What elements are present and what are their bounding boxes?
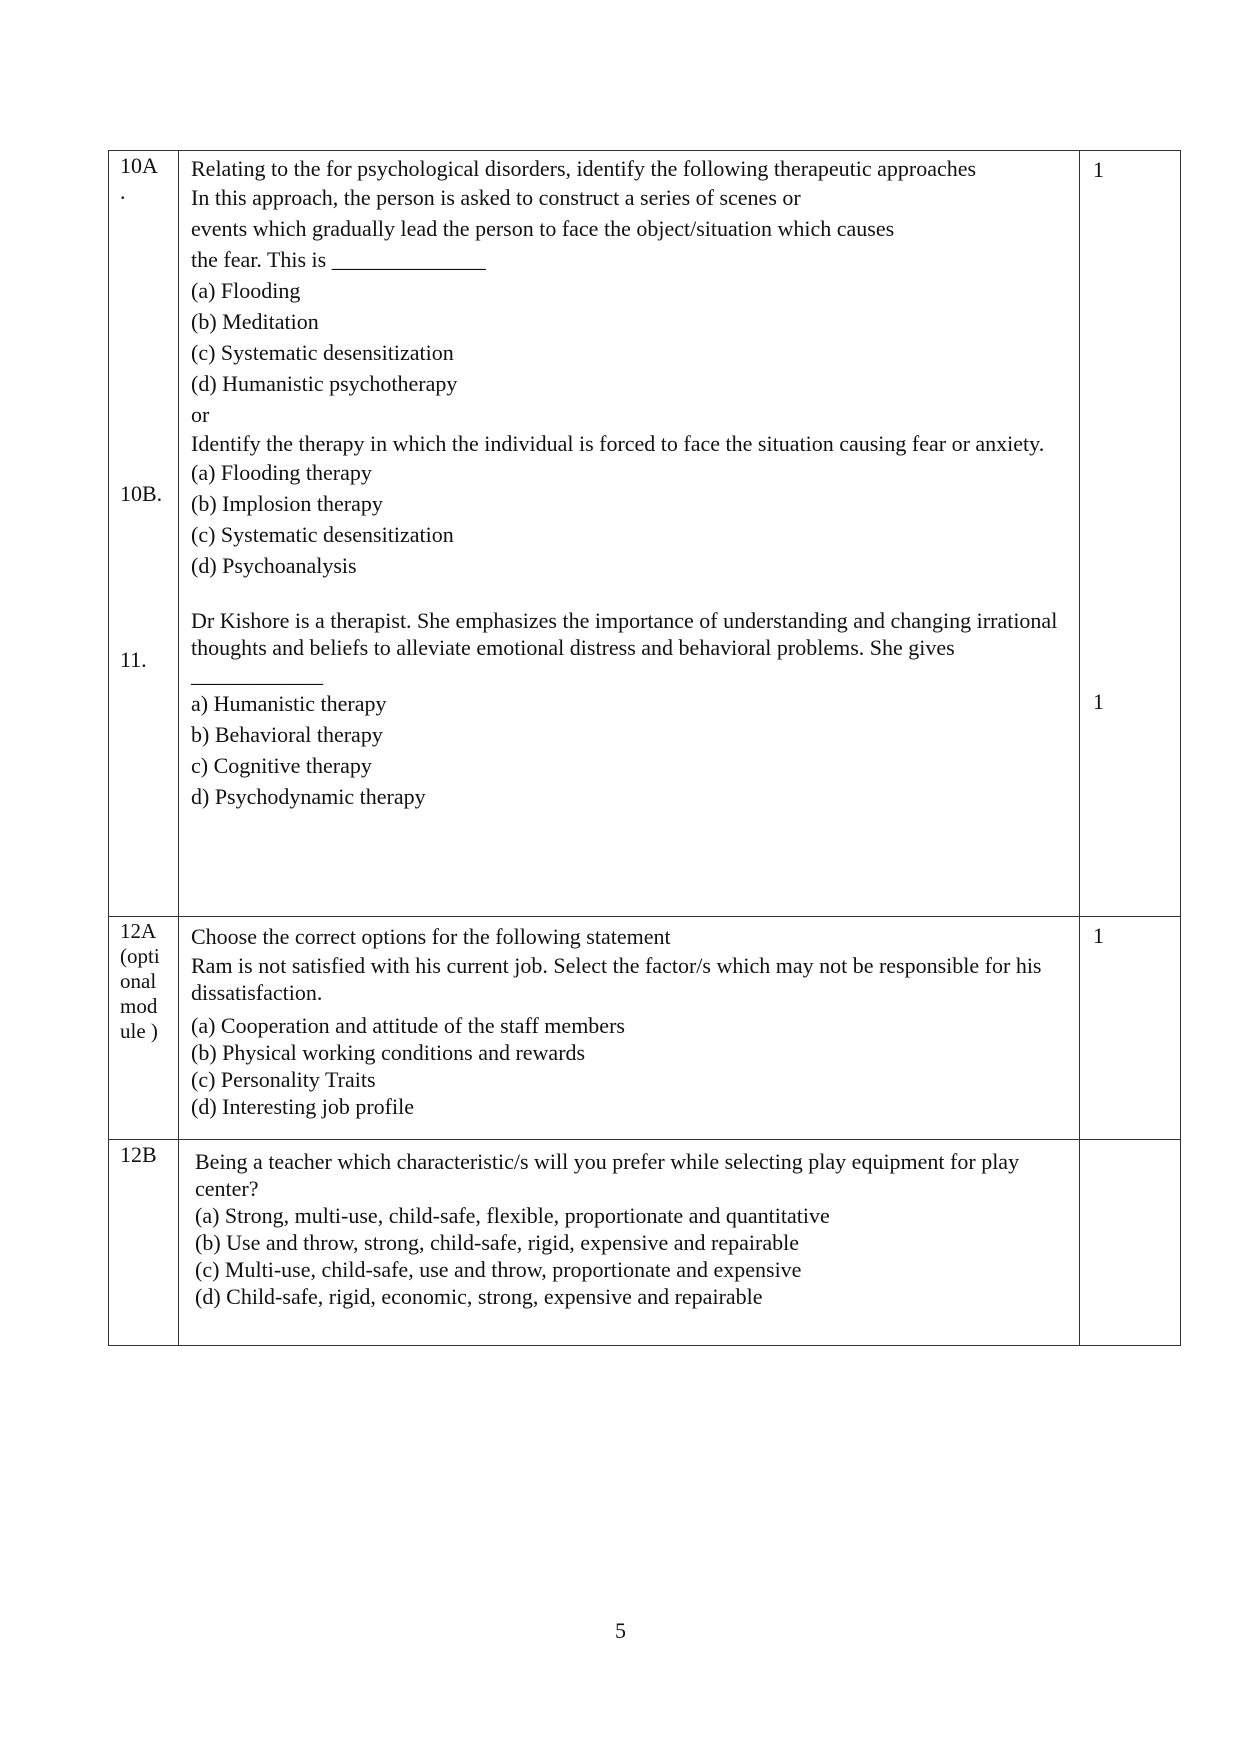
option: (b) Use and throw, strong, child-safe, rigid, expensive and repairable — [195, 1230, 799, 1255]
option: a) Humanistic therapy — [191, 691, 387, 716]
marks-q10: 1 — [1093, 157, 1104, 182]
marks-cell — [1080, 917, 1181, 1140]
option: (c) Personality Traits — [191, 1067, 376, 1092]
q12a-instruction: Choose the correct options for the following statement — [191, 924, 671, 949]
marks-q12a: 1 — [1093, 923, 1104, 948]
question-number-11: 11. — [120, 647, 147, 672]
or-separator: or — [191, 402, 210, 427]
marks-q12b — [1080, 1140, 1180, 1146]
q10a-stem-line: In this approach, the person is asked to construct a series of scenes or — [191, 185, 801, 210]
option: (c) Systematic desensitization — [191, 340, 454, 365]
option: (d) Humanistic psychotherapy — [191, 371, 458, 396]
marks-cell — [1080, 151, 1181, 917]
option: c) Cognitive therapy — [191, 753, 372, 778]
q12a-stem: Ram is not satisfied with his current job. Select the factor/s which may not be responsible for his dissatisfaction. — [191, 953, 1042, 1005]
question-number-12a: 12A (opti onal mod ule ) — [120, 919, 160, 1043]
question-number-cell — [109, 917, 179, 1140]
option: (a) Strong, multi-use, child-safe, flexible, proportionate and quantitative — [195, 1203, 830, 1228]
option: b) Behavioral therapy — [191, 722, 383, 747]
question-content-cell — [179, 917, 1080, 1140]
option: (a) Cooperation and attitude of the staff members — [191, 1013, 625, 1038]
question-table — [108, 150, 1181, 1346]
question-number-12b: 12B — [120, 1142, 157, 1167]
question-row-12b — [109, 1140, 1181, 1346]
question-number-10b: 10B. — [120, 481, 163, 506]
marks-q11: 1 — [1093, 689, 1104, 714]
option: (d) Interesting job profile — [191, 1094, 414, 1119]
question-content-cell — [179, 1140, 1080, 1346]
question-number-cell — [109, 1140, 179, 1346]
question-number-cell — [109, 151, 179, 917]
option: (c) Systematic desensitization — [191, 522, 454, 547]
page-number: 5 — [615, 1618, 626, 1643]
option: (b) Implosion therapy — [191, 491, 383, 516]
option: (d) Psychoanalysis — [191, 553, 357, 578]
q12b-stem: Being a teacher which characteristic/s will you prefer while selecting play equipment for play center? — [195, 1149, 1020, 1201]
q10a-stem-line: the fear. This is ______________ — [191, 247, 486, 272]
option: (b) Physical working conditions and rewards — [191, 1040, 586, 1065]
option: d) Psychodynamic therapy — [191, 784, 426, 809]
q10b-stem: Identify the therapy in which the individual is forced to face the situation causing fear or anxiety. — [191, 431, 1045, 456]
option: (a) Flooding — [191, 278, 301, 303]
q11-stem: Dr Kishore is a therapist. She emphasizes the importance of understanding and changing irrational thoughts and beliefs to alleviate emotional distress and behavioral problems. She gives ____________ — [191, 608, 1058, 687]
question-content-cell — [179, 151, 1080, 917]
option: (b) Meditation — [191, 309, 319, 334]
question-row-10-11 — [109, 151, 1181, 917]
option: (c) Multi-use, child-safe, use and throw, proportionate and expensive — [195, 1257, 802, 1282]
marks-cell — [1080, 1140, 1181, 1346]
question-number-10a: 10A . — [120, 153, 158, 204]
q10a-stem: Relating to the for psychological disorders, identify the following therapeutic approaches — [191, 156, 977, 181]
option: (a) Flooding therapy — [191, 460, 372, 485]
question-row-12a — [109, 917, 1181, 1140]
q10a-stem-line: events which gradually lead the person to face the object/situation which causes — [191, 216, 895, 241]
option: (d) Child-safe, rigid, economic, strong, expensive and repairable — [195, 1284, 763, 1309]
